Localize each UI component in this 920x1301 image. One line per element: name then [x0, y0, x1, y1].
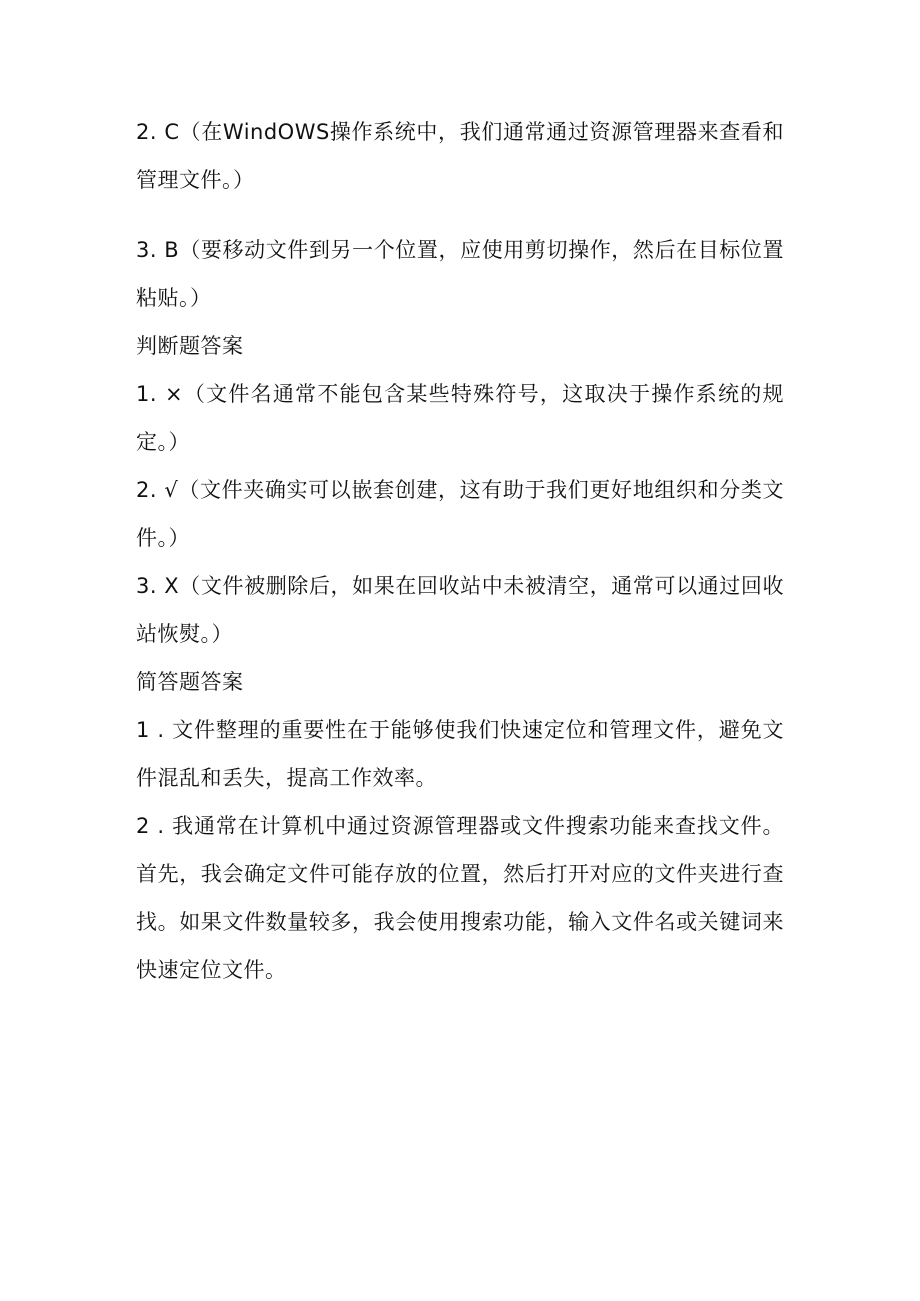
judgment-answer-3: 3. X（文件被删除后，如果在回收站中未被清空，通常可以通过回收站恢熨。）: [136, 574, 784, 646]
short-answer-1: 1 . 文件整理的重要性在于能够使我们快速定位和管理文件，避免文件混乱和丢失，提高工作效率。: [136, 718, 784, 790]
short-answer-heading: 简答题答案: [136, 670, 244, 694]
judgment-answer-2: 2. √（文件夹确实可以嵌套创建，这有助于我们更好地组织和分类文件。）: [136, 478, 784, 550]
choice-answer-2: 2. C（在WindOWS操作系统中，我们通常通过资源管理器来查看和管理文件。）: [136, 120, 784, 192]
judgment-answer-1: 1. ×（文件名通常不能包含某些特殊符号，这取决于操作系统的规定。）: [136, 382, 784, 454]
judgment-heading: 判断题答案: [136, 334, 244, 358]
short-answer-2: 2 . 我通常在计算机中通过资源管理器或文件搜索功能来查找文件。首先，我会确定文件可能存放的位置，然后打开对应的文件夹进行查找。如果文件数量较多，我会使用搜索功能，输入文件名或关键词来快速定位文件。: [136, 814, 784, 982]
answer-document: [136, 108, 784, 994]
choice-answer-3: 3. B（要移动文件到另一个位置，应使用剪切操作，然后在目标位置粘贴。）: [136, 238, 784, 310]
